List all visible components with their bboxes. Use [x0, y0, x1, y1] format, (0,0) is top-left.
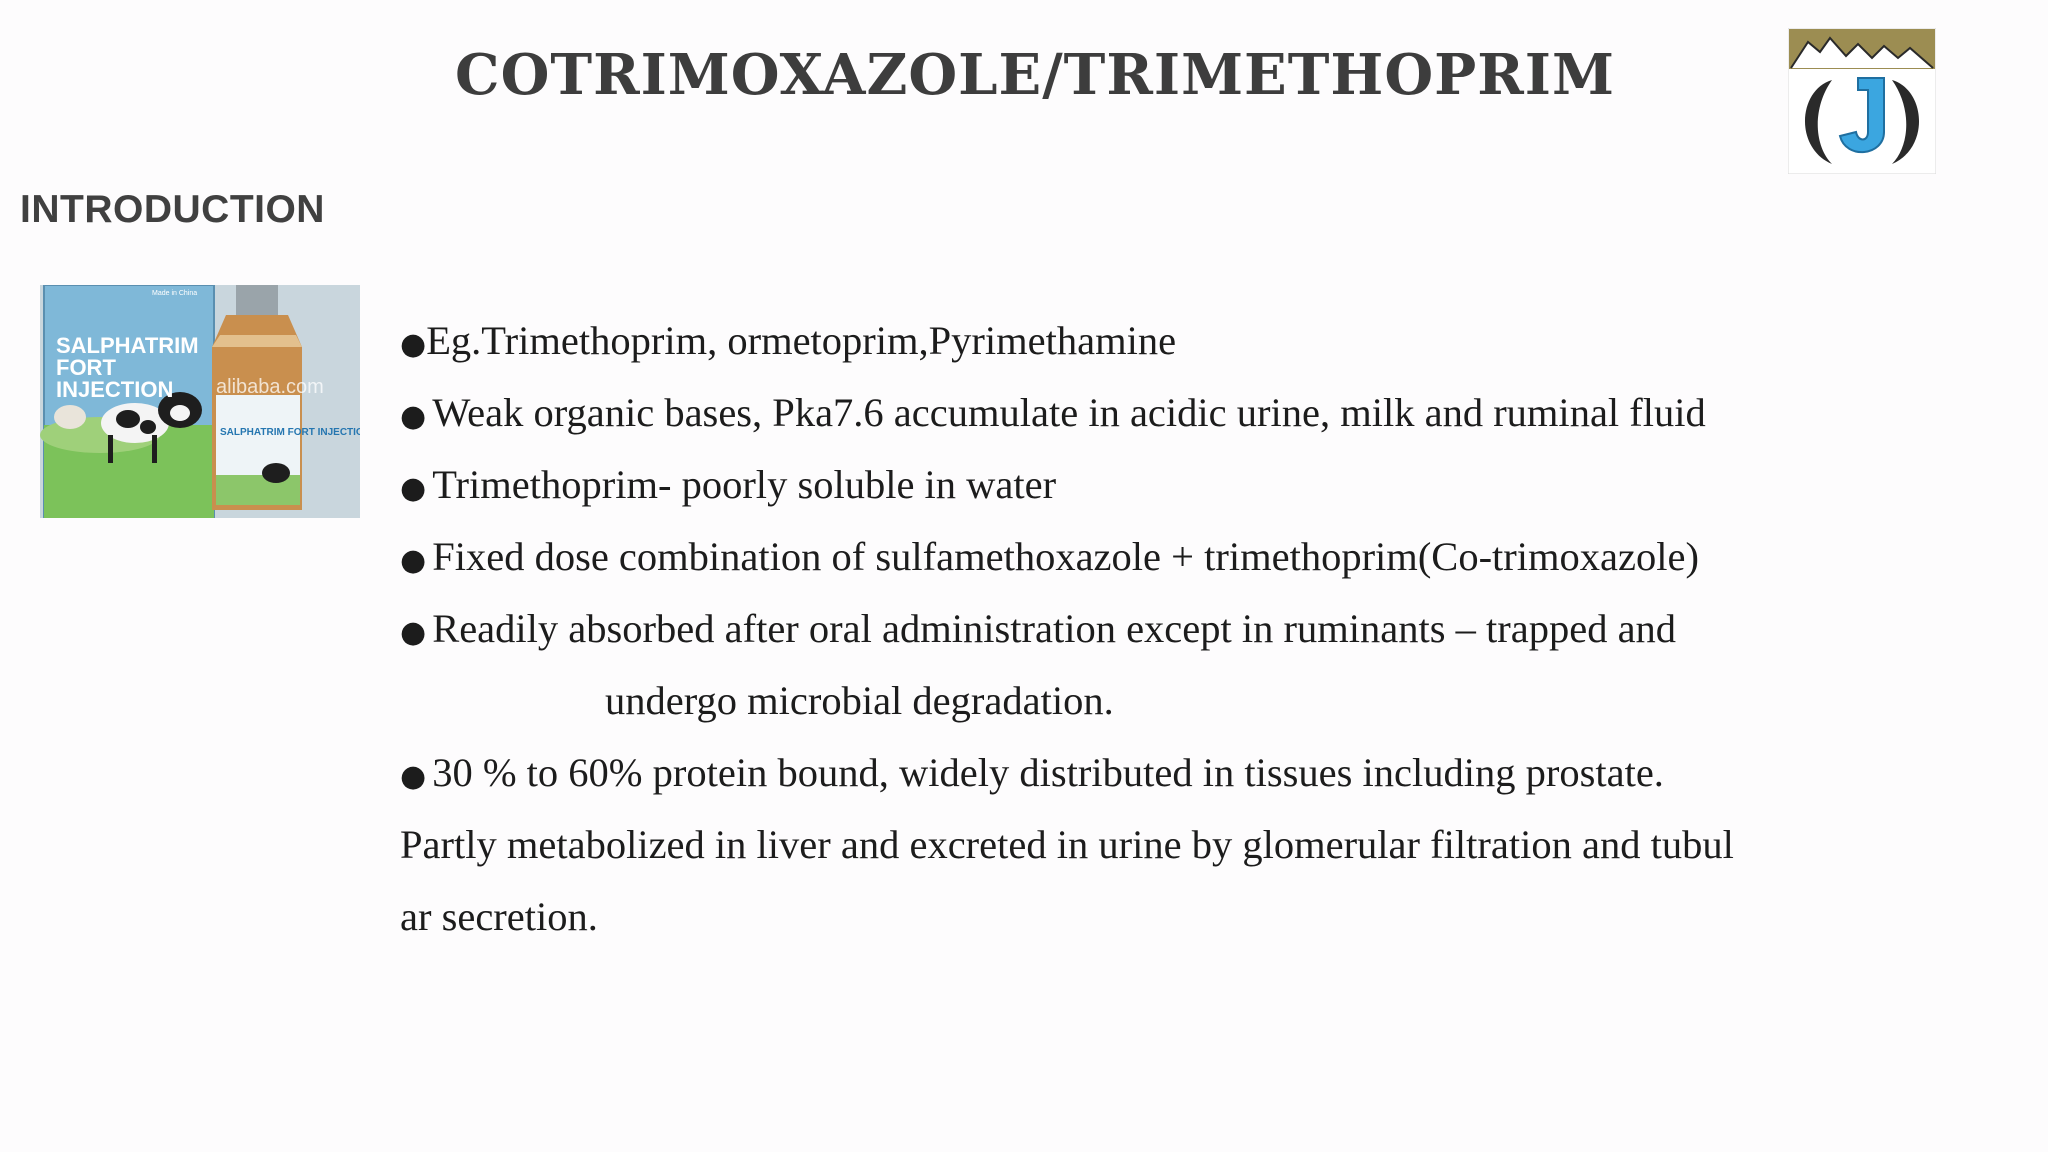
university-logo-icon [1788, 28, 1936, 174]
bullet-text: Eg.Trimethoprim, ormetoprim,Pyrimethamine [426, 318, 1177, 363]
bullet-dot-icon: ● [400, 759, 427, 794]
bullet-line [400, 449, 2030, 521]
box-brand-text: SALPHATRIM [56, 333, 199, 358]
bullet-dot-icon: ● [400, 327, 427, 362]
bullet-dot-icon: ● [400, 543, 427, 578]
bullet-list [400, 305, 2030, 953]
bottle-label-text: SALPHATRIM FORT INJECTION [220, 427, 360, 438]
salphatrim-product-photo [40, 285, 360, 518]
box-line3-text: INJECTION [56, 377, 174, 402]
slide-title: COTRIMOXAZOLE/TRIMETHOPRIM [455, 42, 1615, 108]
bullet-line [400, 305, 2030, 377]
bullet-text: Readily absorbed after oral administration except in ruminants – trapped and [432, 606, 1677, 651]
bullet-line [400, 737, 2030, 809]
paragraph-line: Partly metabolized in liver and excreted in urine by glomerular filtration and tubul [400, 822, 1734, 867]
paragraph-line: ar secretion. [400, 894, 598, 939]
section-heading: INTRODUCTION [20, 188, 325, 231]
made-in-text: Made in China [152, 290, 198, 297]
bullet-text: 30 % to 60% protein bound, widely distributed in tissues including prostate. [432, 750, 1664, 795]
bullet-line [400, 521, 2030, 593]
bullet-text: Trimethoprim- poorly soluble in water [432, 462, 1057, 507]
watermark-text: alibaba.com [216, 376, 324, 398]
box-line2-text: FORT [56, 355, 116, 380]
bullet-text: Weak organic bases, Pka7.6 accumulate in acidic urine, milk and ruminal fluid [432, 390, 1706, 435]
bullet-text: Fixed dose combination of sulfamethoxazole + trimethoprim(Co-trimoxazole) [432, 534, 1699, 579]
bullet-dot-icon: ● [400, 399, 427, 434]
bullet-dot-icon: ● [400, 615, 427, 650]
bullet-dot-icon: ● [400, 471, 427, 506]
bullet-line [400, 377, 2030, 449]
continuation-line: undergo microbial degradation. [605, 678, 1114, 723]
bullet-line [400, 593, 2030, 665]
